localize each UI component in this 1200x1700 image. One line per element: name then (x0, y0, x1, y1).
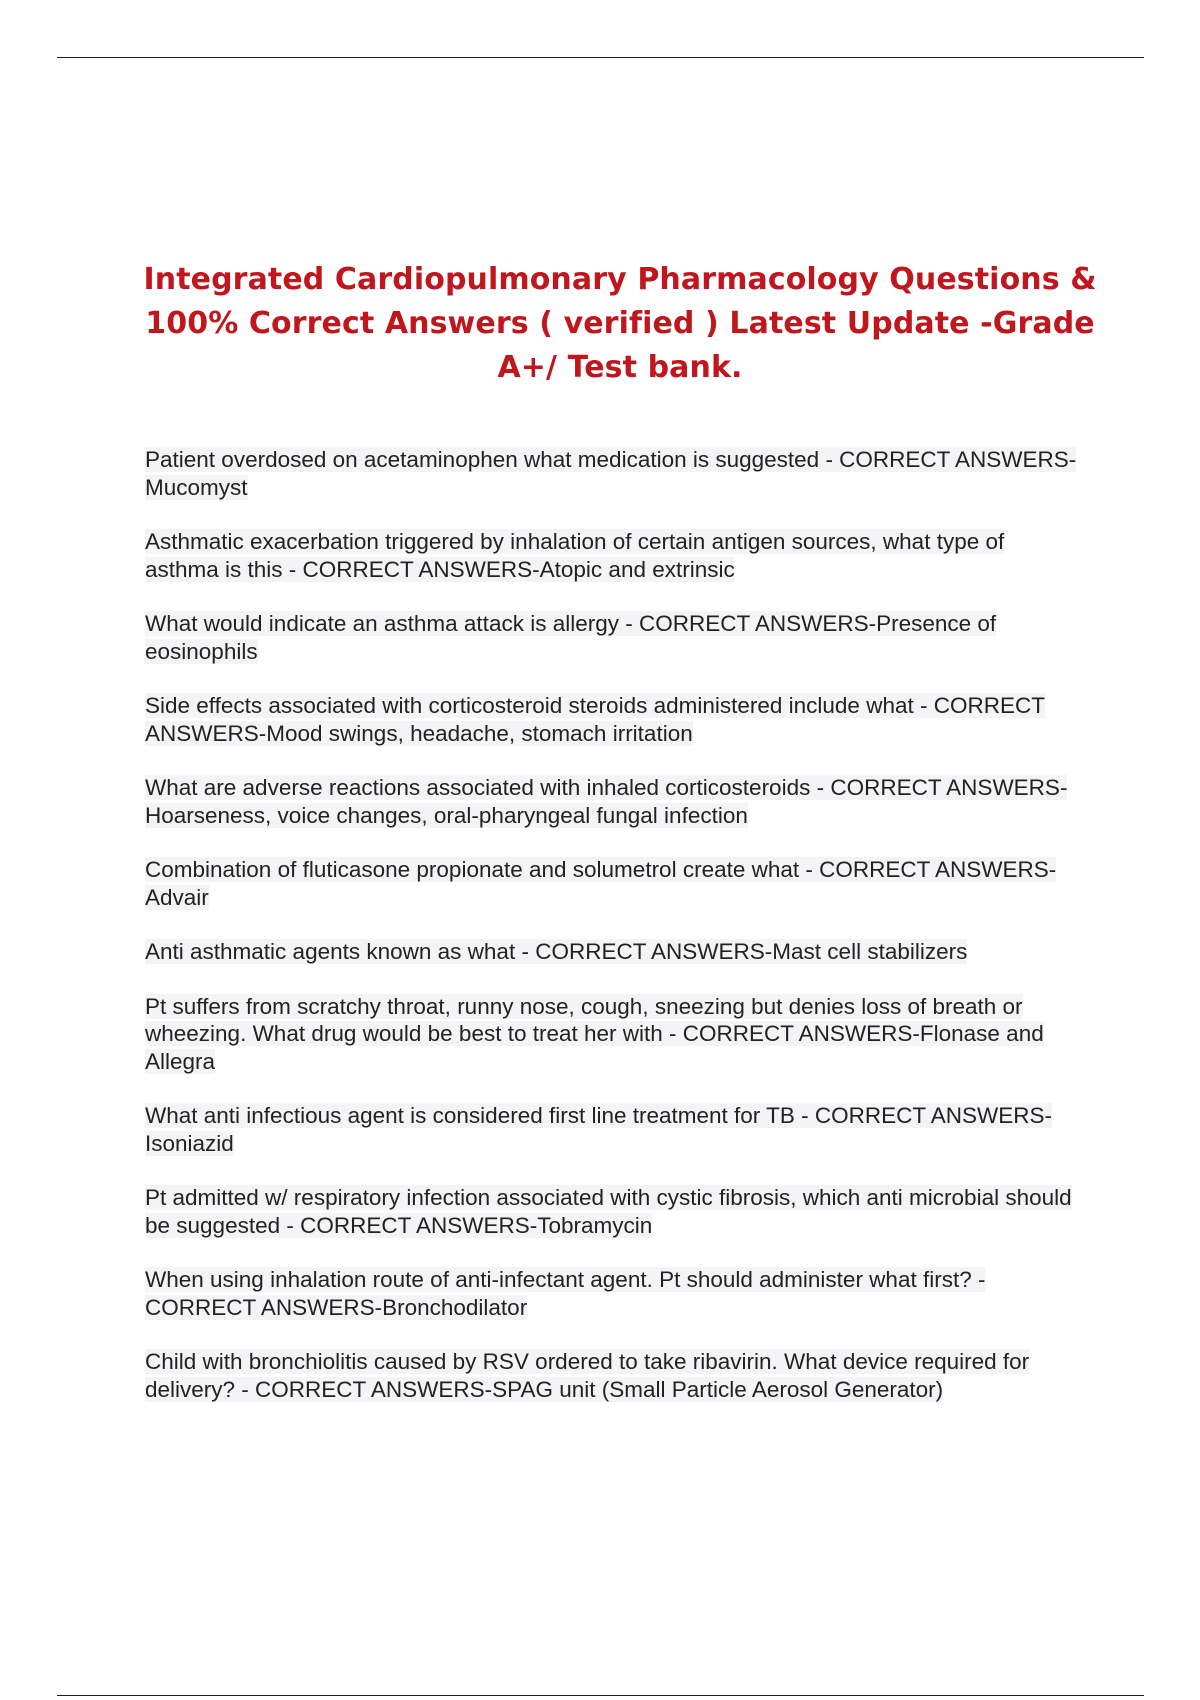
qa-text: Pt admitted w/ respiratory infection associated with cystic fibrosis, which anti microbial should be suggested - CORRECT ANSWERS-Tobramycin (145, 1185, 1072, 1238)
qa-text: What are adverse reactions associated with inhaled corticosteroids - CORRECT ANSWERS-Hoarseness, voice changes, oral-pharyngeal fungal infection (145, 775, 1068, 828)
qa-item (145, 1266, 1080, 1321)
bottom-rule (57, 1695, 1144, 1696)
qa-item (145, 610, 1080, 665)
document-title: Integrated Cardiopulmonary Pharmacology Questions & 100% Correct Answers ( verified ) Latest Update -Grade A+/ Test bank. (143, 262, 1097, 385)
qa-item (145, 856, 1080, 911)
qa-item (145, 692, 1080, 747)
qa-text: Side effects associated with corticosteroid steroids administered include what - CORRECT ANSWERS-Mood swings, headache, stomach irritation (145, 693, 1045, 746)
qa-text: What anti infectious agent is considered first line treatment for TB - CORRECT ANSWERS-Isoniazid (145, 1103, 1052, 1156)
qa-text: Combination of fluticasone propionate and solumetrol create what - CORRECT ANSWERS-Advair (145, 857, 1057, 910)
qa-list (145, 446, 1080, 1430)
qa-text: What would indicate an asthma attack is allergy - CORRECT ANSWERS-Presence of eosinophils (145, 611, 997, 664)
qa-item (145, 1184, 1080, 1239)
qa-text: When using inhalation route of anti-infectant agent. Pt should administer what first? - CORRECT ANSWERS-Bronchodilator (145, 1267, 986, 1320)
top-rule (57, 57, 1144, 58)
qa-item (145, 1102, 1080, 1157)
qa-text: Pt suffers from scratchy throat, runny nose, cough, sneezing but denies loss of breath or wheezing. What drug would be best to treat her with - CORRECT ANSWERS-Flonase and Allegra (145, 993, 1044, 1074)
qa-text: Asthmatic exacerbation triggered by inhalation of certain antigen sources, what type of asthma is this - CORRECT ANSWERS-Atopic and extrinsic (145, 529, 1005, 582)
qa-item (145, 446, 1080, 501)
qa-item (145, 774, 1080, 829)
qa-text: Child with bronchiolitis caused by RSV ordered to take ribavirin. What device required for delivery? - CORRECT ANSWERS-SPAG unit (Small Particle Aerosol Generator) (145, 1349, 1030, 1402)
qa-item (145, 528, 1080, 583)
qa-item (145, 993, 1080, 1076)
qa-text: Anti asthmatic agents known as what - CORRECT ANSWERS-Mast cell stabilizers (145, 939, 968, 964)
qa-item (145, 938, 1080, 966)
qa-text: Patient overdosed on acetaminophen what medication is suggested - CORRECT ANSWERS-Mucomyst (145, 447, 1077, 500)
qa-item (145, 1348, 1080, 1403)
